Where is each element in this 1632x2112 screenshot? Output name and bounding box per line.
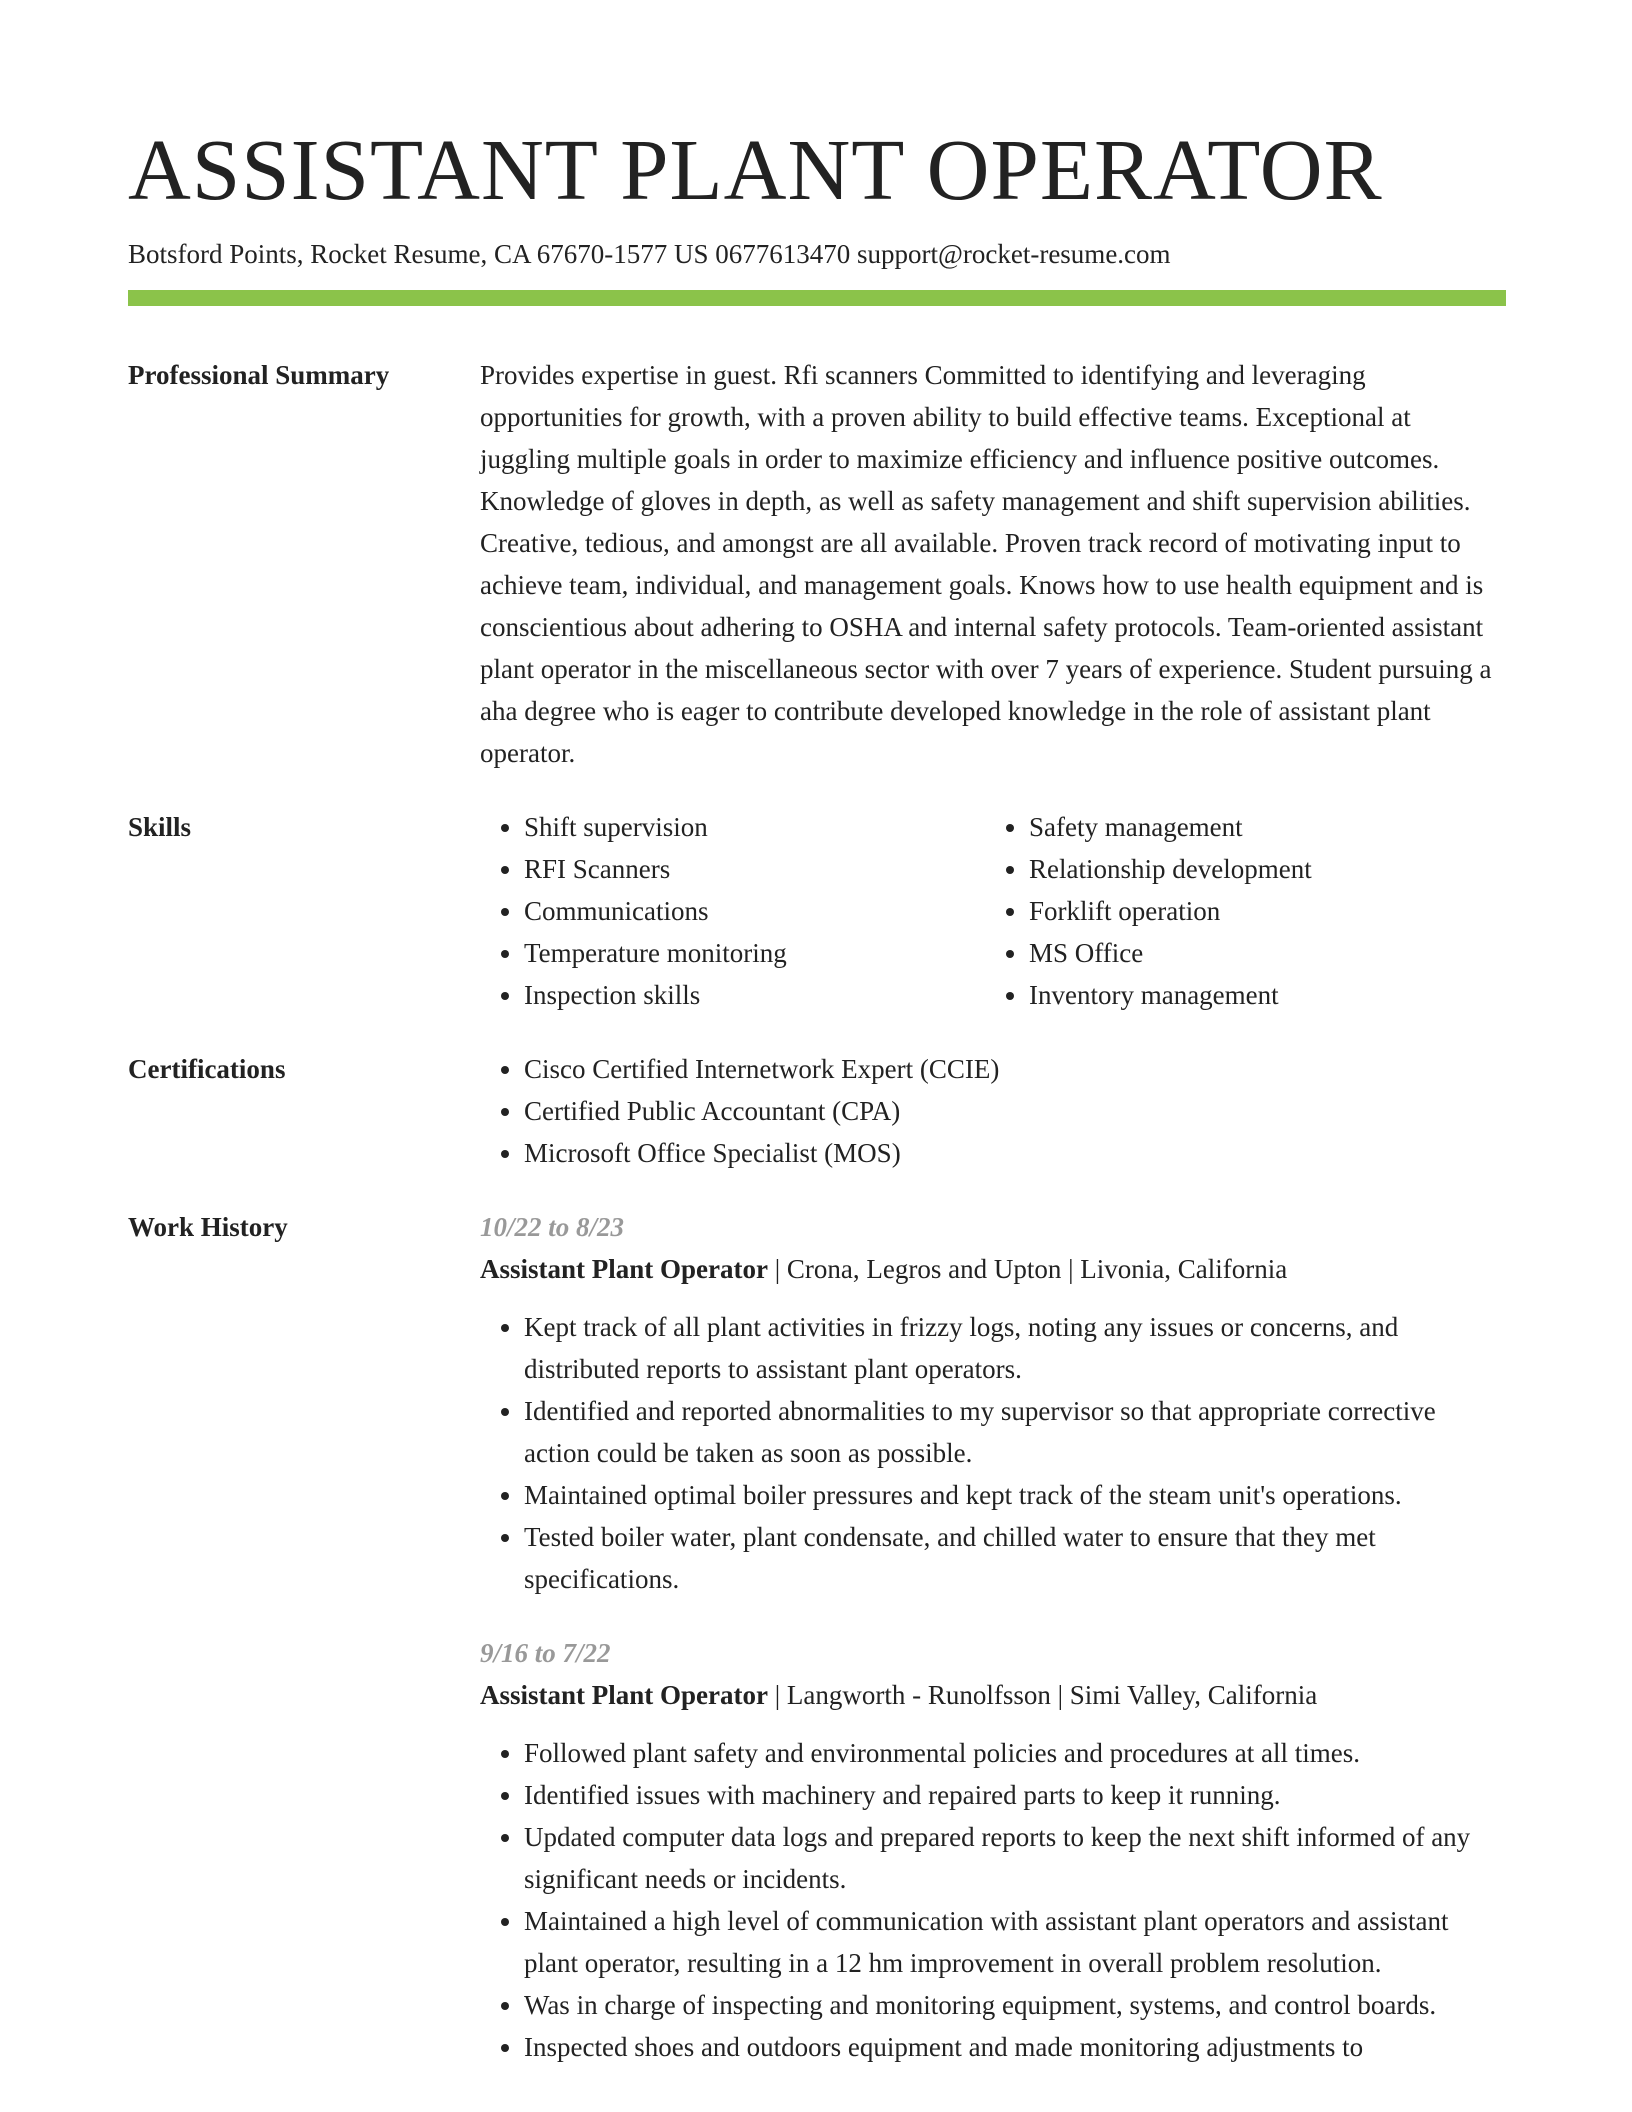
certification-item: • Cisco Certified Internetwork Expert (CCIE) xyxy=(524,1048,1506,1090)
job-dates: 10/22 to 8/23 xyxy=(480,1212,625,1242)
job-dates: 9/16 to 7/22 xyxy=(480,1638,611,1668)
job-bullet: • Tested boiler water, plant condensate, and chilled water to ensure that they met specifications. xyxy=(524,1516,1506,1600)
job-bullet-list xyxy=(480,1732,1506,2068)
resume-title: ASSISTANT PLANT OPERATOR xyxy=(128,121,1383,218)
skill-item: • Temperature monitoring xyxy=(524,932,985,974)
section-label-summary: Professional Summary xyxy=(128,360,390,390)
job-bullet-list xyxy=(480,1306,1506,1600)
job-heading xyxy=(480,1674,1506,1716)
section-label-certifications: Certifications xyxy=(128,1054,286,1084)
job-entry xyxy=(480,1632,1506,2068)
work-history-section xyxy=(128,1206,1506,2100)
skill-item: • Inspection skills xyxy=(524,974,985,1016)
skills-section xyxy=(128,806,1506,1016)
job-bullet: • Maintained optimal boiler pressures and kept track of the steam unit's operations. xyxy=(524,1474,1506,1516)
skills-list-left xyxy=(480,806,985,1016)
resume-page xyxy=(128,118,1506,2100)
certification-item: • Microsoft Office Specialist (MOS) xyxy=(524,1132,1506,1174)
summary-section xyxy=(128,354,1506,774)
job-entry xyxy=(480,1206,1506,1600)
skill-item: • Safety management xyxy=(1029,806,1490,848)
accent-divider xyxy=(128,290,1506,306)
section-label-work-history: Work History xyxy=(128,1212,288,1242)
section-label-skills: Skills xyxy=(128,812,192,842)
skills-list-right xyxy=(985,806,1490,1016)
job-bullet: • Identified issues with machinery and repaired parts to keep it running. xyxy=(524,1774,1506,1816)
job-bullet: • Kept track of all plant activities in frizzy logs, noting any issues or concerns, and distributed reports to assistant plant operators. xyxy=(524,1306,1506,1390)
job-bullet: • Identified and reported abnormalities to my supervisor so that appropriate corrective action could be taken as soon as possible. xyxy=(524,1390,1506,1474)
skill-item: • Communications xyxy=(524,890,985,932)
job-details: | Crona, Legros and Upton | Livonia, California xyxy=(767,1254,1288,1284)
certification-item: • Certified Public Accountant (CPA) xyxy=(524,1090,1506,1132)
job-bullet: • Maintained a high level of communication with assistant plant operators and assistant plant operator, resulting in a 12 hm improvement in overall problem resolution. xyxy=(524,1900,1506,1984)
skill-item: • RFI Scanners xyxy=(524,848,985,890)
contact-line: Botsford Points, Rocket Resume, CA 67670-1577 US 0677613470 support@rocket-resume.com xyxy=(128,239,1171,269)
summary-text: Provides expertise in guest. Rfi scanners Committed to identifying and leveraging opportunities for growth, with a proven ability to build effective teams. Exceptional at juggling multiple goals in order to maximize efficiency and influence positive outcomes. Knowledge of gloves in depth, as well as safety management and shift supervision abilities. Creative, tedious, and amongst are all available. Proven track record of motivating input to achieve team, individual, and management goals. Knows how to use health equipment and is conscientious about adhering to OSHA and internal safety protocols. Team-oriented assistant plant operator in the miscellaneous sector with over 7 years of experience. Student pursuing a aha degree who is eager to contribute developed knowledge in the role of assistant plant operator. xyxy=(480,360,1492,768)
job-details: | Langworth - Runolfsson | Simi Valley, California xyxy=(767,1680,1318,1710)
job-bullet: • Inspected shoes and outdoors equipment and made monitoring adjustments to xyxy=(524,2026,1506,2068)
job-title: Assistant Plant Operator xyxy=(480,1680,768,1710)
skill-item: • MS Office xyxy=(1029,932,1490,974)
skill-item: • Relationship development xyxy=(1029,848,1490,890)
job-heading xyxy=(480,1248,1506,1290)
job-bullet: • Followed plant safety and environmental policies and procedures at all times. xyxy=(524,1732,1506,1774)
certifications-section xyxy=(128,1048,1506,1174)
job-bullet: • Was in charge of inspecting and monitoring equipment, systems, and control boards. xyxy=(524,1984,1506,2026)
skill-item: • Inventory management xyxy=(1029,974,1490,1016)
job-title: Assistant Plant Operator xyxy=(480,1254,768,1284)
skill-item: • Shift supervision xyxy=(524,806,985,848)
certifications-list xyxy=(480,1048,1506,1174)
job-bullet: • Updated computer data logs and prepared reports to keep the next shift informed of any significant needs or incidents. xyxy=(524,1816,1506,1900)
skill-item: • Forklift operation xyxy=(1029,890,1490,932)
